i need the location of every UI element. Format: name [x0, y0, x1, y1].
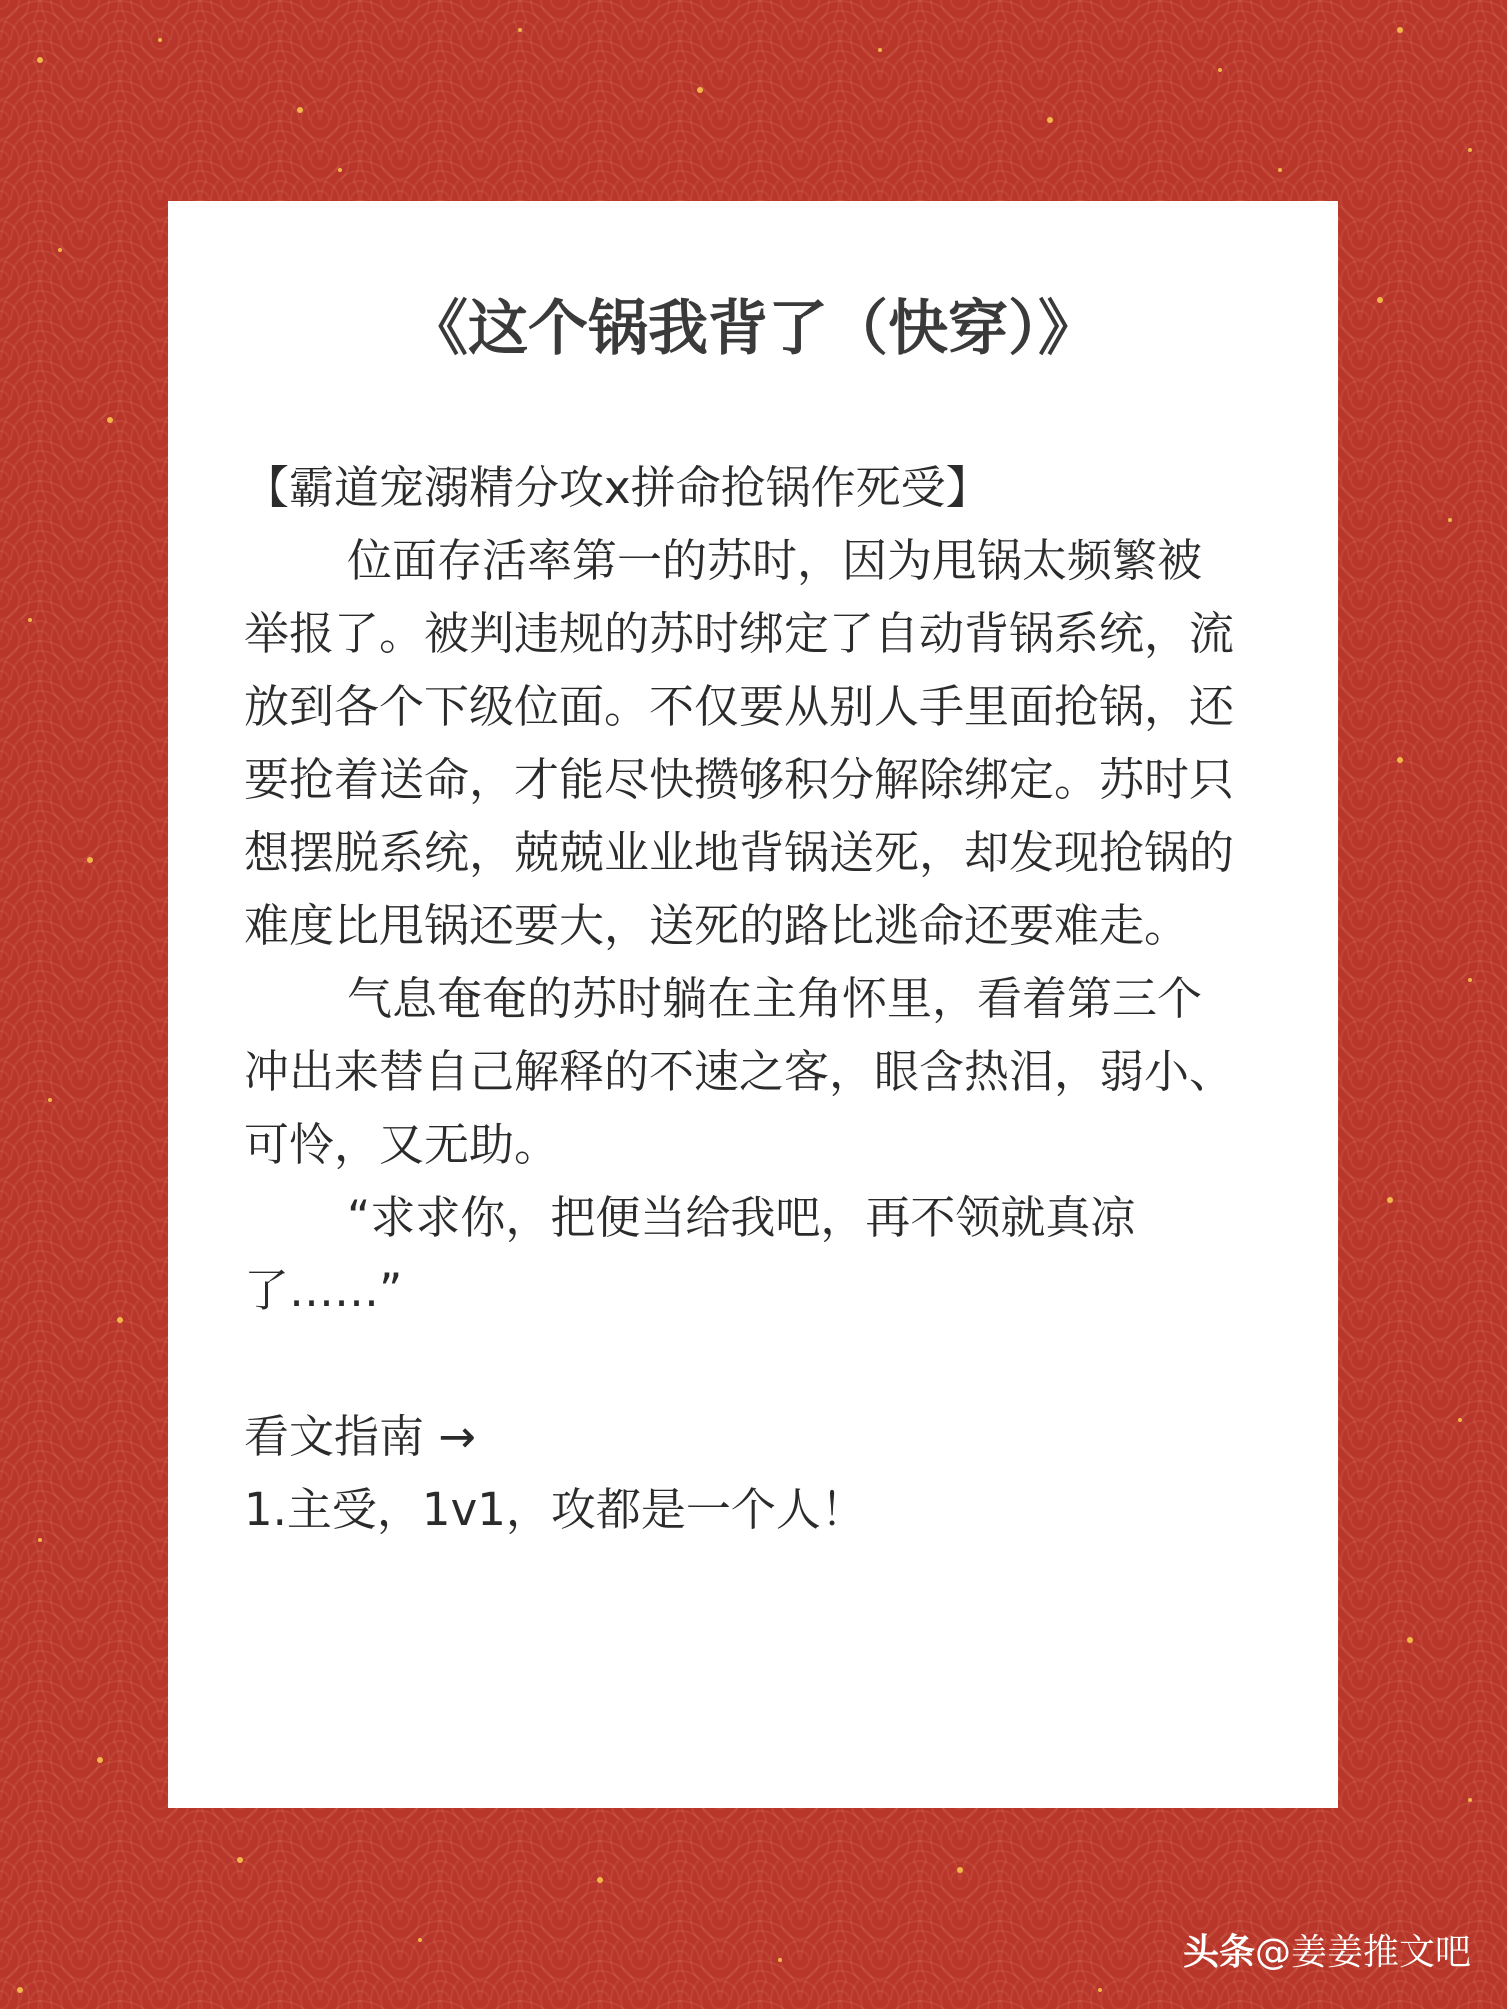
- spacer: [244, 1327, 1244, 1400]
- guide-heading: 看文指南 →: [244, 1410, 477, 1463]
- synopsis-body: [244, 451, 1244, 1546]
- synopsis-paragraph: 气息奄奄的苏时躺在主角怀里，看着第三个冲出来替自己解释的不速之客，眼含热泪，弱小、可怜，又无助。: [244, 972, 1235, 1171]
- tagline: 【霸道宠溺精分攻x拼命抢锅作死受】: [244, 461, 991, 514]
- synopsis-paragraph: 位面存活率第一的苏时，因为甩锅太频繁被举报了。被判违规的苏时绑定了自动背锅系统，流放到各个下级位面。不仅要从别人手里面抢锅，还要抢着送命，才能尽快攒够积分解除绑定。苏时只想摆脱系统，兢兢业业地背锅送死，却发现抢锅的难度比甩锅还要大，送死的路比逃命还要难走。: [244, 534, 1235, 952]
- book-title: 《这个锅我背了（快穿）》: [408, 294, 1098, 364]
- watermark: [1183, 1930, 1471, 1976]
- quote-paragraph: “求求你，把便当给我吧，再不领就真凉了……”: [244, 1191, 1136, 1317]
- guide-item: 1.主受，1v1，攻都是一个人！: [244, 1483, 866, 1536]
- watermark-brand: 头条: [1182, 1932, 1255, 1973]
- content-card: [168, 201, 1338, 1808]
- watermark-handle: @姜姜推文吧: [1254, 1932, 1471, 1973]
